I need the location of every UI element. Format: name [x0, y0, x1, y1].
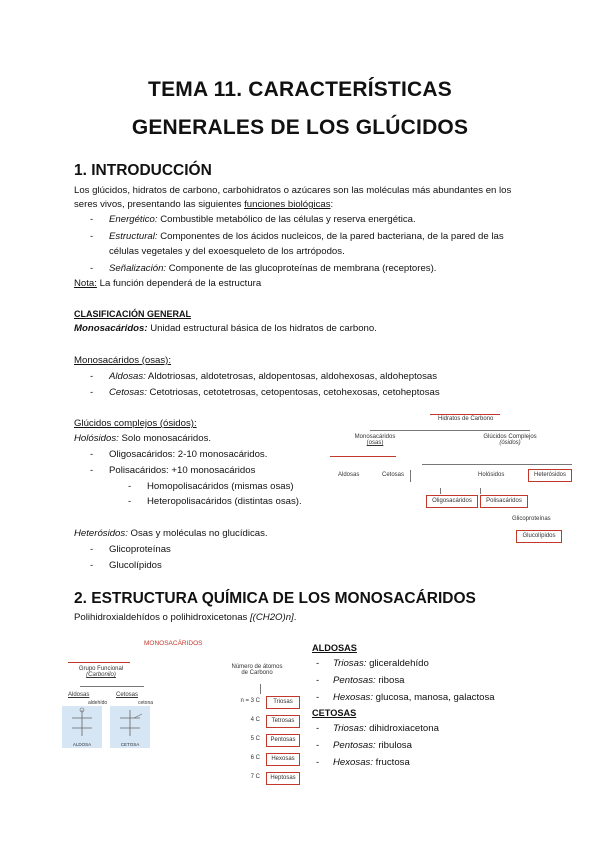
tree-root: Hidratos de Carbono	[438, 416, 494, 422]
aldosas-heading: ALDOSAS	[312, 643, 357, 653]
glucolipidos-item: - Glucolípidos	[90, 560, 162, 571]
tree-aldosas: Aldosas	[338, 472, 360, 478]
heterosidos-def	[74, 527, 268, 541]
aldosa-item-hexosas: - Hexosas: glucosa, manosa, galactosa	[316, 692, 495, 703]
hetero-label: Heterósidos:	[74, 528, 128, 539]
section-2-subtitle	[74, 611, 296, 625]
osa-name: Cetosas:	[109, 387, 147, 398]
carbon-box-tetrosas: Tetrosas	[266, 715, 300, 728]
carbon-box-triosas: Triosas	[266, 696, 300, 709]
clasificacion-heading: CLASIFICACIÓN GENERAL	[74, 309, 191, 319]
cetosa-structure-image	[110, 706, 150, 748]
intro-line-2	[74, 198, 333, 212]
cetosa-text: fructosa	[373, 757, 410, 768]
hetero-text: Osas y moléculas no glucídicas.	[127, 528, 268, 539]
holo-label: Holósidos:	[74, 433, 119, 444]
gluco-text: Glucolípidos	[109, 560, 162, 571]
sub-text: Polihidroxialdehídos o polihidroxicetonas	[74, 612, 250, 623]
mono-label: Monosacáridos:	[74, 323, 148, 334]
aldosa-name: Hexosas:	[333, 692, 373, 703]
aldehido-label: aldehído	[88, 700, 108, 706]
hetero-poli-text: Heteropolisacáridos (distintas osas).	[147, 496, 302, 507]
osas-item-cetosas: - Cetosas: Cetotriosas, cetotetrosas, cetopentosas, cetohexosas, cetoheptosas	[90, 387, 440, 398]
aldosa-caption: ALDOSA	[72, 742, 92, 747]
page-title-line-1: TEMA 11. CARACTERÍSTICAS	[148, 78, 452, 101]
aldosa-name: Triosas:	[333, 658, 367, 669]
cetosa-name: Hexosas:	[333, 757, 373, 768]
cetosa-structure-icon	[110, 706, 150, 740]
tree-mono-2: (osas)	[366, 440, 384, 446]
carbon-box-pentosas: Pentosas	[266, 734, 300, 747]
cetosa-item-triosas: - Triosas: dihidroxiacetona	[316, 723, 439, 734]
natomos-1: Número de átomos	[231, 664, 283, 670]
hetero-poli-item: - Heteropolisacáridos (distintas osas).	[128, 496, 302, 507]
function-item-senalizacion: - Señalización: Componente de las glucoproteínas de membrana (receptores).	[90, 263, 437, 274]
tree-oligosacaridos: Oligosacáridos	[426, 495, 478, 508]
tree-comp-1: Glúcidos Complejos	[483, 434, 537, 440]
tree-glucolipidos: Glucolípidos	[516, 530, 562, 543]
page-title-line-2: GENERALES DE LOS GLÚCIDOS	[131, 116, 469, 139]
tree-monosacaridos	[350, 434, 400, 446]
osa-name: Aldosas:	[109, 371, 146, 382]
intro-text: seres vivos, presentando las siguientes	[74, 199, 245, 210]
classification-tree	[330, 408, 580, 548]
grupo-1: Grupo Funcional	[78, 666, 124, 672]
tree-mono-1: Monosacáridos	[354, 434, 396, 440]
note	[74, 277, 261, 291]
tree-heterosidos: Heterósidos	[528, 469, 572, 482]
aldosa-text: glucosa, manosa, galactosa	[373, 692, 495, 703]
cetosa-item-pentosas: - Pentosas: ribulosa	[316, 740, 412, 751]
aldosa-item-pentosas: - Pentosas: ribosa	[316, 675, 405, 686]
numero-atomos	[224, 664, 290, 676]
intro-line-1: Los glúcidos, hidratos de carbono, carbohidratos o azúcares son las moléculas más abundantes en los	[74, 185, 512, 196]
note-text: La función dependerá de la estructura	[96, 278, 262, 289]
function-name: Estructural:	[109, 231, 158, 242]
natomos-2: de Carbono	[241, 670, 273, 676]
tree-cetosas: Cetosas	[382, 472, 405, 478]
cetosa-text: ribulosa	[375, 740, 412, 751]
section-1-heading: 1. INTRODUCCIÓN	[74, 162, 212, 179]
carbon-n-5: 7 C	[250, 774, 260, 780]
aldosa-structure-image	[62, 706, 102, 748]
monosacaridos-def	[74, 322, 377, 336]
osas-heading: Monosacáridos (osas):	[74, 355, 172, 366]
cetosas-heading: CETOSAS	[312, 708, 357, 718]
sub-formula: [(CH2O)n]	[250, 612, 294, 623]
holosidos-def	[74, 432, 211, 446]
aldosa-structure-icon	[62, 706, 102, 740]
cetosa-item-hexosas: - Hexosas: fructosa	[316, 757, 410, 768]
diagram-title: MONOSACÁRIDOS	[144, 640, 203, 647]
function-text: Componente de las glucoproteínas de membrana (receptores).	[166, 263, 437, 274]
cetosa-text: dihidroxiacetona	[366, 723, 439, 734]
note-label: Nota:	[74, 278, 97, 289]
osa-text: Cetotriosas, cetotetrosas, cetopentosas, cetohexosas, cetoheptosas	[146, 387, 440, 398]
carbon-box-heptosas: Heptosas	[266, 772, 300, 785]
osidos-heading: Glúcidos complejos (ósidos):	[74, 418, 197, 429]
tree-comp-2: (ósidos)	[499, 440, 521, 446]
functions-link-text: funciones biológicas	[244, 199, 331, 210]
function-text: Componentes de los ácidos nucleicos, de la pared bacteriana, de la pared de las	[157, 231, 504, 242]
monosacaridos-diagram	[60, 638, 310, 781]
function-name: Energético:	[109, 214, 158, 225]
carbon-box-hexosas: Hexosas	[266, 753, 300, 766]
cetosa-name: Triosas:	[333, 723, 367, 734]
glico-text: Glicoproteínas	[109, 544, 171, 555]
cetosas-label: Cetosas	[116, 692, 139, 698]
carbon-n-3: 5 C	[250, 736, 260, 742]
tree-glicoproteinas: Glicoproteínas	[512, 516, 551, 522]
aldosa-name: Pentosas:	[333, 675, 376, 686]
homo-text: Homopolisacáridos (mismas osas)	[147, 481, 294, 492]
grupo-2: (Carbonilo)	[86, 672, 116, 678]
holo-text: Solo monosacáridos.	[118, 433, 212, 444]
carbon-n-4: 6 C	[250, 755, 260, 761]
osas-item-aldosas: - Aldosas: Aldotriosas, aldotetrosas, aldopentosas, aldohexosas, aldoheptosas	[90, 371, 438, 382]
poli-item: - Polisacáridos: +10 monosacáridos	[90, 465, 256, 476]
section-2-heading: 2. ESTRUCTURA QUÍMICA DE LOS MONOSACÁRIDOS	[74, 590, 476, 607]
aldosas-label: Aldosas	[68, 692, 90, 698]
function-item-estructural-cont: células vegetales y del exoesqueleto de los artrópodos.	[109, 246, 345, 257]
function-name: Señalización:	[109, 263, 167, 274]
tree-complejos	[480, 434, 540, 446]
poli-text: Polisacáridos: +10 monosacáridos	[109, 465, 256, 476]
aldosa-item-triosas: - Triosas: gliceraldehído	[316, 658, 429, 669]
tree-holosidos: Holósidos	[478, 472, 505, 478]
aldosa-text: ribosa	[375, 675, 405, 686]
sub-period: .	[293, 612, 297, 623]
glicoproteinas-item: - Glicoproteínas	[90, 544, 171, 555]
function-item-estructural: - Estructural: Componentes de los ácidos nucleicos, de la pared bacteriana, de la pared de las	[90, 231, 504, 242]
cetosa-name: Pentosas:	[333, 740, 376, 751]
carbon-n-2: 4 C	[250, 717, 260, 723]
oligo-item: - Oligosacáridos: 2-10 monosacáridos.	[90, 449, 268, 460]
tree-polisacaridos: Polisacáridos	[480, 495, 528, 508]
aldosa-text: gliceraldehído	[366, 658, 429, 669]
function-text: Combustible metabólico de las células y reserva energética.	[157, 214, 416, 225]
function-item-energetico: - Energético: Combustible metabólico de las células y reserva energética.	[90, 214, 416, 225]
oligo-text: Oligosacáridos: 2-10 monosacáridos.	[109, 449, 268, 460]
homo-item: - Homopolisacáridos (mismas osas)	[128, 481, 294, 492]
cetona-label: cetona	[138, 700, 154, 706]
cetosa-caption: CETOSA	[120, 742, 140, 747]
carbon-n-1: n = 3 C	[240, 698, 260, 704]
osa-text: Aldotriosas, aldotetrosas, aldopentosas, aldohexosas, aldoheptosas	[145, 371, 438, 382]
intro-colon: :	[330, 199, 334, 210]
mono-text: Unidad estructural básica de los hidratos de carbono.	[147, 323, 377, 334]
grupo-funcional	[66, 666, 136, 678]
